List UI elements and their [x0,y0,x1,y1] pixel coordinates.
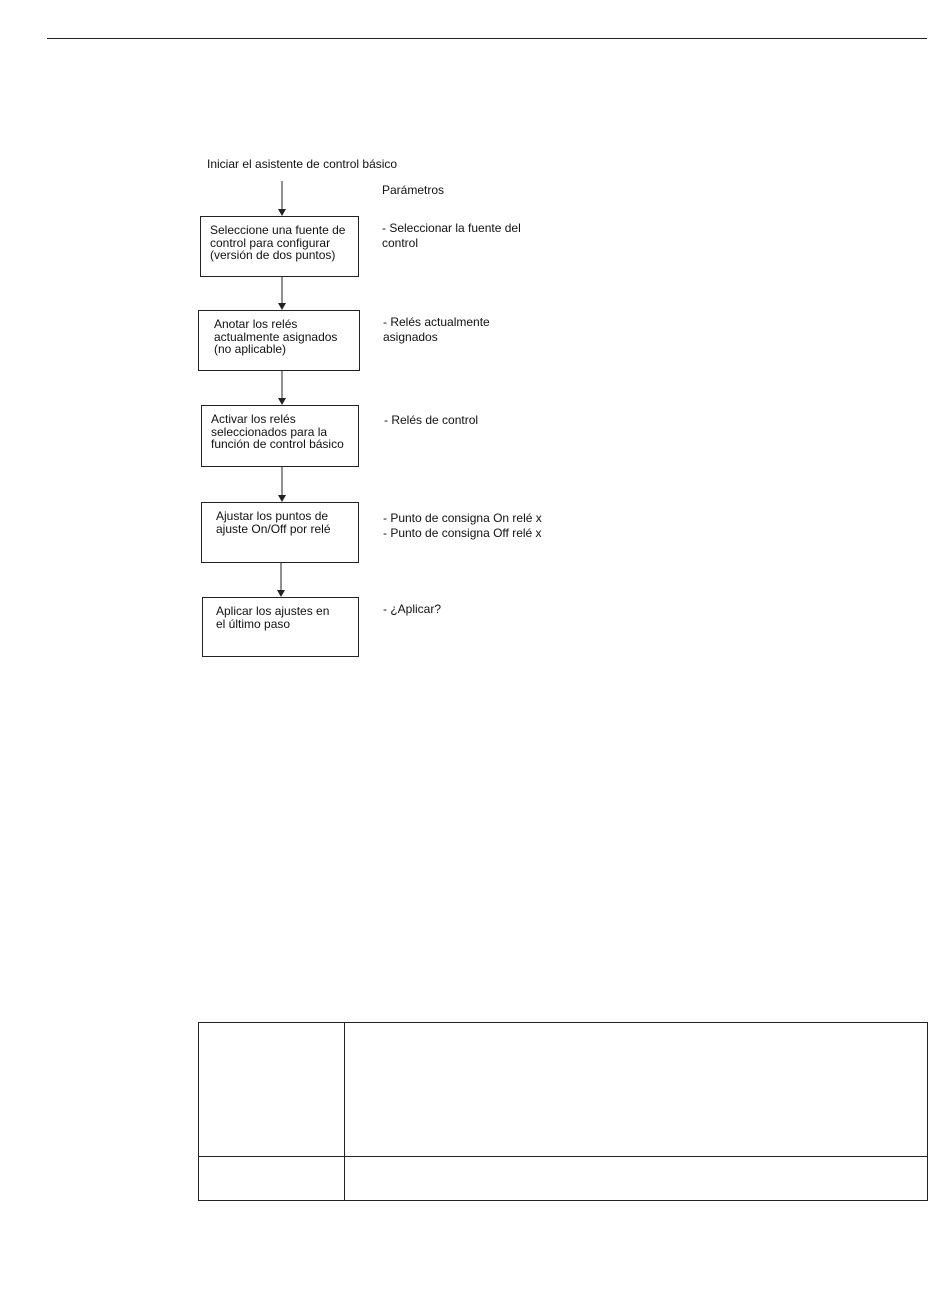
step-5-param: - ¿Aplicar? [383,602,442,616]
start-label: Iniciar el asistente de control básico [207,157,398,171]
table-row [199,1157,928,1201]
params-header: Parámetros [382,183,445,197]
table-cell-content [345,1157,928,1201]
info-table [198,1022,928,1201]
step-3-param: - Relés de control [384,413,479,427]
table-cell-content [345,1023,928,1157]
table-row [199,1023,928,1157]
table-cell-label [199,1023,345,1157]
step-1-param: - Seleccionar la fuente del control [382,221,521,250]
step-1-box: Seleccione una fuente de control para configurar (versión de dos puntos) [200,216,359,277]
step-2-box: Anotar los relés actualmente asignados (no aplicable) [198,310,360,371]
step-4-param: - Punto de consigna On relé x - Punto de consigna Off relé x [383,511,542,540]
step-5-box: Aplicar los ajustes en el último paso [202,597,359,657]
table-cell-label [199,1157,345,1201]
step-2-param: - Relés actualmente asignados [383,315,490,344]
step-4-box: Ajustar los puntos de ajuste On/Off por relé [201,502,359,563]
step-3-box: Activar los relés seleccionados para la función de control básico [201,405,359,467]
